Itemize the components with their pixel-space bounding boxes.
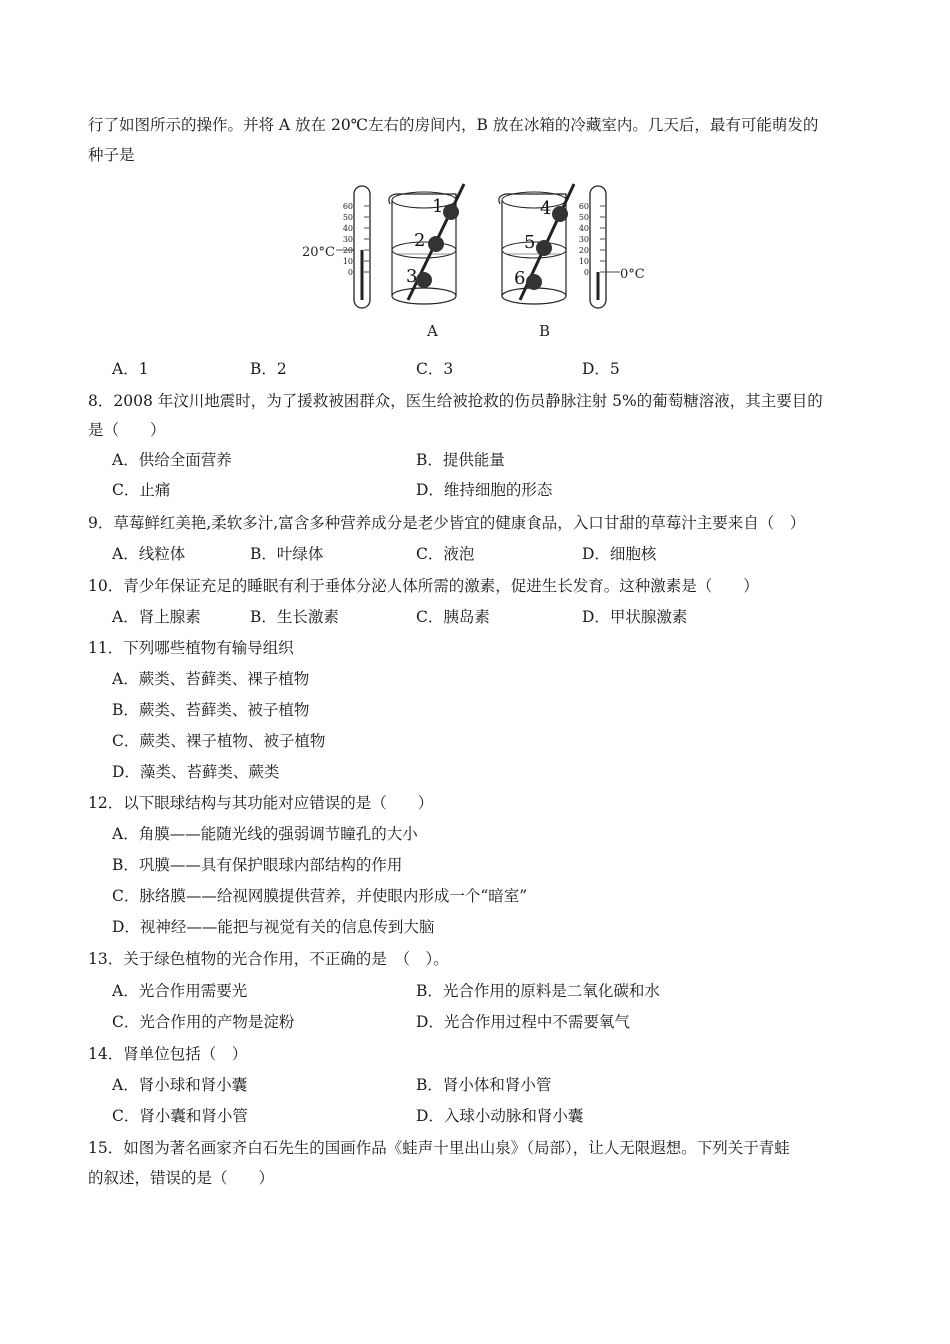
beaker-a-label: A [427, 322, 438, 340]
beaker-b-label: B [539, 322, 551, 340]
q12-option-c[interactable]: C．脉络膜——给视网膜提供营养，并使眼内形成一个“暗室” [112, 887, 528, 905]
q7-stem-line1: 行了如图所示的操作。并将 A 放在 20℃左右的房间内，B 放在冰箱的冷藏室内。几天后，最有可能萌发的 [88, 116, 819, 134]
seed-germination-figure [298, 178, 650, 350]
q12-option-d[interactable]: D．视神经——能把与视觉有关的信息传到大脑 [112, 918, 435, 936]
left-scale-0: 0 [347, 268, 353, 277]
q13-option-d[interactable]: D．光合作用过程中不需要氧气 [416, 1013, 630, 1031]
seed-label-6: 6 [514, 268, 526, 289]
q9-option-b[interactable]: B．叶绿体 [250, 545, 324, 563]
q7-option-d[interactable]: D．5 [582, 360, 620, 378]
right-scale-60: 60 [578, 202, 589, 211]
q9-stem: 9．草莓鲜红美艳,柔软多汁,富含多种营养成分是老少皆宜的健康食品，入口甘甜的草莓汁主要来自（ ） [88, 514, 806, 532]
q8-stem-line1: 8．2008 年汶川地震时，为了援救被困群众，医生给被抢救的伤员静脉注射 5%的葡萄糖溶液，其主要目的 [88, 392, 823, 410]
q12-option-b[interactable]: B．巩膜——具有保护眼球内部结构的作用 [112, 856, 403, 874]
q10-option-b[interactable]: B．生长激素 [250, 608, 339, 626]
right-scale-50: 50 [578, 213, 589, 222]
q9-option-a[interactable]: A．线粒体 [112, 545, 186, 563]
q8-option-b[interactable]: B．提供能量 [416, 451, 505, 469]
seed-label-1: 1 [432, 196, 444, 217]
q10-stem: 10．青少年保证充足的睡眠有利于垂体分泌人体所需的激素，促进生长发育。这种激素是（ ） [88, 577, 759, 595]
q10-option-a[interactable]: A．肾上腺素 [112, 608, 201, 626]
left-thermometer [302, 186, 370, 308]
q7-option-c[interactable]: C．3 [416, 360, 454, 378]
seed-label-4: 4 [540, 198, 552, 219]
left-scale-60: 60 [342, 202, 353, 211]
q14-option-c[interactable]: C．肾小囊和肾小管 [112, 1107, 248, 1125]
q15-stem-line1: 15．如图为著名画家齐白石先生的国画作品《蛙声十里出山泉》（局部），让人无限遐想。下列关于青蛙 [88, 1139, 790, 1157]
left-scale-50: 50 [342, 213, 353, 222]
q13-stem: 13．关于绿色植物的光合作用，不正确的是 （ ）。 [88, 950, 449, 968]
left-scale-30: 30 [342, 235, 353, 244]
q11-option-c[interactable]: C．蕨类、裸子植物、被子植物 [112, 732, 326, 750]
q12-stem: 12．以下眼球结构与其功能对应错误的是（ ） [88, 794, 434, 812]
q11-option-a[interactable]: A．蕨类、苔藓类、裸子植物 [112, 670, 310, 688]
seed-label-3: 3 [406, 266, 418, 287]
left-thermo-label: 20°C [302, 245, 335, 260]
right-scale-20: 20 [578, 246, 589, 255]
q9-option-c[interactable]: C．液泡 [416, 545, 475, 563]
q11-stem: 11．下列哪些植物有输导组织 [88, 639, 294, 657]
q8-option-d[interactable]: D．维持细胞的形态 [416, 481, 553, 499]
q12-option-a[interactable]: A．角膜——能随光线的强弱调节瞳孔的大小 [112, 825, 418, 843]
left-scale-40: 40 [342, 224, 353, 233]
beaker-b [499, 184, 574, 340]
q15-stem-line2: 的叙述，错误的是（ ） [88, 1169, 275, 1187]
q8-stem-line2: 是（ ） [88, 421, 166, 439]
right-scale-40: 40 [578, 224, 589, 233]
q14-option-d[interactable]: D．入球小动脉和肾小囊 [416, 1107, 584, 1125]
q7-stem-line2: 种子是 [88, 146, 135, 164]
q14-option-a[interactable]: A．肾小球和肾小囊 [112, 1076, 248, 1094]
q11-option-b[interactable]: B．蕨类、苔藓类、被子植物 [112, 701, 310, 719]
right-scale-0: 0 [583, 268, 589, 277]
right-scale-30: 30 [578, 235, 589, 244]
q8-option-a[interactable]: A．供给全面营养 [112, 451, 232, 469]
q13-option-a[interactable]: A．光合作用需要光 [112, 982, 248, 1000]
q7-option-a[interactable]: A．1 [112, 360, 149, 378]
left-scale-10: 10 [342, 257, 353, 266]
q10-option-c[interactable]: C．胰岛素 [416, 608, 490, 626]
q14-option-b[interactable]: B．肾小体和肾小管 [416, 1076, 552, 1094]
q9-option-d[interactable]: D．细胞核 [582, 545, 657, 563]
left-scale-20: 20 [342, 246, 353, 255]
q10-option-d[interactable]: D．甲状腺激素 [582, 608, 688, 626]
q7-option-b[interactable]: B．2 [250, 360, 287, 378]
beaker-a [389, 184, 464, 340]
q11-option-d[interactable]: D．藻类、苔藓类、蕨类 [112, 763, 280, 781]
q8-option-c[interactable]: C．止痛 [112, 481, 171, 499]
q13-option-c[interactable]: C．光合作用的产物是淀粉 [112, 1013, 295, 1031]
right-thermo-label: 0°C [620, 267, 645, 282]
seed-label-5: 5 [524, 232, 536, 253]
q14-stem: 14．肾单位包括（ ） [88, 1045, 248, 1063]
right-thermometer [579, 186, 645, 308]
right-scale-10: 10 [578, 257, 589, 266]
seed-label-2: 2 [414, 230, 426, 251]
q13-option-b[interactable]: B．光合作用的原料是二氧化碳和水 [416, 982, 660, 1000]
